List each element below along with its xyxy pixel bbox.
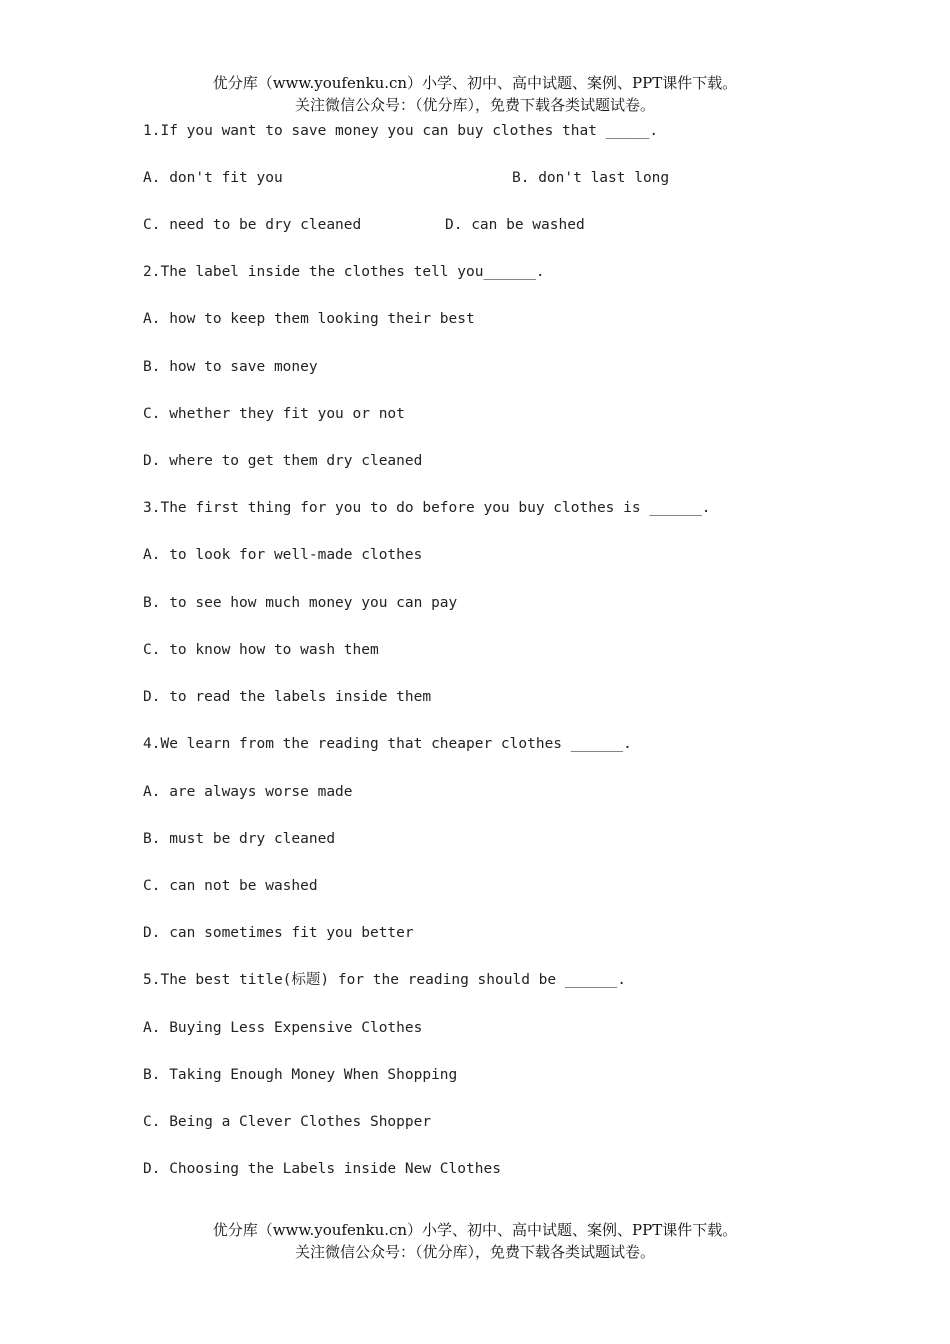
header-line-1: 优分库（www.youfenku.cn）小学、初中、高中试题、案例、PPT课件下载。 (212, 74, 738, 92)
question-4-stem: 4.We learn from the reading that cheaper clothes ______. (143, 736, 632, 752)
question-3-stem: 3.The first thing for you to do before you buy clothes is ______. (143, 500, 711, 516)
question-3-option-d: D. to read the labels inside them (143, 689, 432, 705)
question-2-option-d: D. where to get them dry cleaned (143, 453, 423, 469)
question-3-option-a: A. to look for well-made clothes (143, 547, 423, 563)
question-2-option-c: C. whether they fit you or not (143, 406, 405, 422)
header-banner (0, 72, 950, 116)
footer-line-1: 优分库（www.youfenku.cn）小学、初中、高中试题、案例、PPT课件下载。 (212, 1221, 738, 1239)
footer-line-2: 关注微信公众号：（优分库），免费下载各类试题试卷。 (294, 1243, 655, 1261)
question-3-option-c: C. to know how to wash them (143, 642, 379, 658)
question-4-option-a: A. are always worse made (143, 784, 353, 800)
footer-banner (0, 1219, 950, 1263)
question-5-option-c: C. Being a Clever Clothes Shopper (143, 1114, 432, 1130)
question-2-option-a: A. how to keep them looking their best (143, 311, 475, 327)
question-4-option-b: B. must be dry cleaned (143, 831, 336, 847)
question-1-option-b: B. don't last long (512, 170, 670, 186)
question-1-option-a: A. don't fit you (143, 170, 283, 186)
question-2-option-b: B. how to save money (143, 359, 318, 375)
question-5-option-d: D. Choosing the Labels inside New Clothes (143, 1161, 501, 1177)
question-5-stem: 5.The best title(标题) for the reading should be ______. (143, 972, 626, 988)
question-1-stem: 1.If you want to save money you can buy clothes that _____. (143, 123, 659, 139)
question-1-option-c: C. need to be dry cleaned (143, 217, 362, 233)
question-4-option-c: C. can not be washed (143, 878, 318, 894)
question-4-option-d: D. can sometimes fit you better (143, 925, 414, 941)
header-line-2: 关注微信公众号：（优分库），免费下载各类试题试卷。 (294, 96, 655, 114)
question-2-stem: 2.The label inside the clothes tell you______. (143, 264, 545, 280)
question-5-option-b: B. Taking Enough Money When Shopping (143, 1067, 458, 1083)
question-1-option-d: D. can be washed (445, 217, 585, 233)
question-3-option-b: B. to see how much money you can pay (143, 595, 458, 611)
question-5-option-a: A. Buying Less Expensive Clothes (143, 1020, 423, 1036)
